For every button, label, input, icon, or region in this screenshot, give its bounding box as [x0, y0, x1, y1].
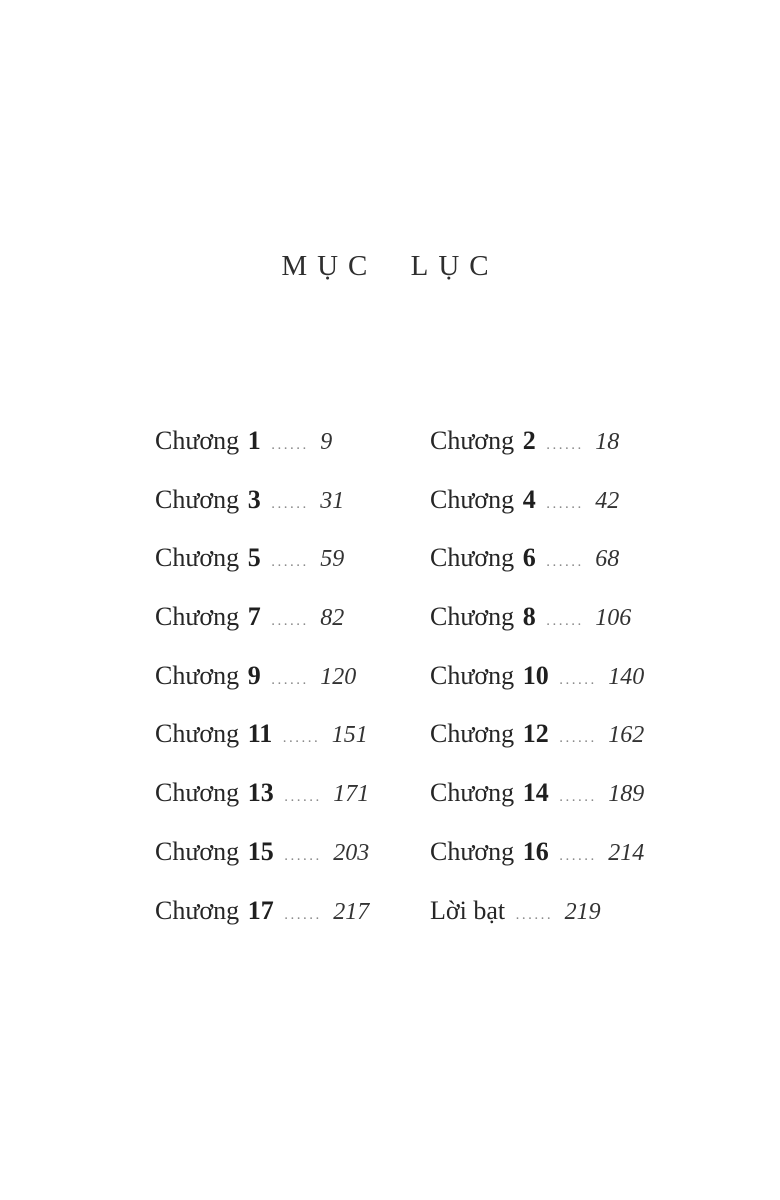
page-number: 120	[320, 663, 357, 690]
toc-entry	[155, 764, 430, 823]
chapter-number: 16	[522, 836, 549, 866]
chapter-label: Chương	[155, 778, 240, 808]
page-number: 140	[608, 663, 645, 690]
chapter-label: Chương	[155, 719, 240, 749]
toc-left-column	[155, 412, 430, 940]
toc-entry	[430, 764, 644, 823]
page-number: 68	[595, 546, 620, 573]
dot-leader: ......	[515, 906, 554, 923]
chapter-number: 5	[247, 543, 261, 573]
chapter-label: Chương	[430, 484, 515, 514]
chapter-number: 14	[522, 778, 549, 808]
chapter-number: 2	[522, 426, 536, 455]
dot-leader: ......	[559, 789, 597, 806]
toc-entry	[430, 647, 644, 706]
toc-entry	[155, 647, 430, 706]
dot-leader: ......	[546, 613, 584, 630]
toc-entry	[155, 882, 430, 941]
page-number: 18	[595, 429, 620, 455]
dot-leader: ......	[559, 730, 597, 747]
page-number: 162	[608, 722, 645, 749]
page-number: 82	[320, 605, 345, 632]
page-number: 59	[320, 546, 345, 573]
page-title: MỤC LỤC	[281, 250, 499, 282]
dot-leader: ......	[271, 554, 309, 571]
dot-leader: ......	[559, 671, 597, 688]
dot-leader: ......	[271, 613, 309, 630]
chapter-number: 10	[522, 660, 549, 690]
page-number: 31	[320, 487, 345, 514]
chapter-label: Chương	[155, 426, 240, 455]
chapter-label: Chương	[155, 543, 240, 573]
dot-leader: ......	[284, 789, 322, 806]
page-number: 189	[608, 781, 645, 808]
page-number: 214	[608, 839, 645, 866]
page-number: 106	[595, 605, 632, 632]
chapter-number: 13	[247, 778, 274, 808]
dot-leader: ......	[282, 730, 321, 747]
page-number: 203	[333, 839, 370, 866]
page-number: 151	[331, 722, 368, 749]
chapter-number: 17	[247, 895, 274, 925]
chapter-label: Chương	[155, 895, 240, 925]
toc-entry	[155, 823, 430, 882]
chapter-label: Chương	[155, 602, 240, 632]
chapter-number: 12	[522, 719, 549, 749]
chapter-label: Chương	[430, 778, 515, 808]
toc-entry	[155, 412, 430, 471]
chapter-label: Chương	[430, 719, 515, 749]
chapter-number: 3	[247, 484, 261, 514]
page-number: 219	[564, 898, 601, 925]
toc-entry	[430, 471, 644, 530]
chapter-number: 6	[522, 543, 536, 573]
dot-leader: ......	[559, 847, 597, 864]
toc-entry	[430, 588, 644, 647]
toc-entry	[155, 471, 430, 530]
chapter-number: 1	[247, 426, 261, 455]
chapter-label: Chương	[430, 543, 515, 573]
chapter-label: Chương	[155, 484, 240, 514]
chapter-label: Chương	[155, 836, 240, 866]
toc-entry	[430, 412, 644, 471]
chapter-number: 7	[247, 602, 261, 632]
toc-entry	[155, 705, 430, 764]
chapter-label: Chương	[430, 426, 515, 455]
chapter-label: Chương	[430, 836, 515, 866]
page-number: 171	[333, 781, 370, 808]
dot-leader: ......	[271, 671, 309, 688]
toc-entry	[430, 705, 644, 764]
dot-leader: ......	[271, 495, 309, 512]
dot-leader: ......	[271, 437, 309, 453]
chapter-number: 15	[247, 836, 274, 866]
chapter-label: Chương	[430, 660, 515, 690]
page-number: 217	[333, 898, 370, 925]
chapter-number: 11	[247, 719, 273, 749]
page-number: 42	[595, 487, 620, 514]
toc-entry	[430, 823, 644, 882]
dot-leader: ......	[284, 847, 322, 864]
dot-leader: ......	[546, 554, 584, 571]
page-number: 9	[320, 429, 333, 455]
toc-entry	[155, 588, 430, 647]
toc-right-column	[430, 412, 644, 940]
toc-entry	[430, 529, 644, 588]
chapter-label: Chương	[430, 602, 515, 632]
chapter-number: 9	[247, 660, 261, 690]
chapter-number: 8	[522, 602, 536, 632]
table-of-contents	[155, 412, 780, 940]
dot-leader: ......	[284, 906, 322, 923]
dot-leader: ......	[546, 437, 584, 453]
chapter-label: Lời bạt	[430, 895, 506, 925]
chapter-number: 4	[522, 484, 536, 514]
dot-leader: ......	[546, 495, 584, 512]
chapter-label: Chương	[155, 660, 240, 690]
toc-entry	[430, 882, 644, 941]
toc-entry	[155, 529, 430, 588]
